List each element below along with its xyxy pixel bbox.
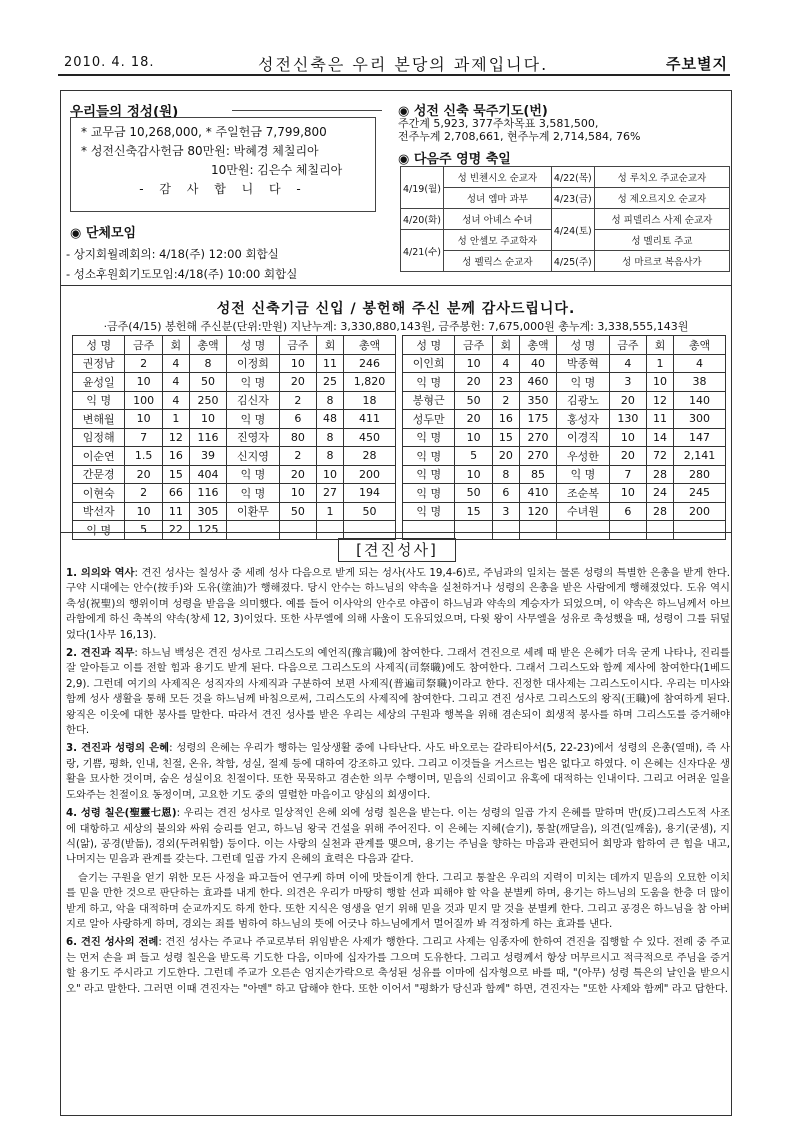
offerings-box [70, 117, 376, 212]
donor-cell: 460 [519, 373, 556, 392]
rosary-title-text: 성전 신축 묵주기도(번) [413, 104, 548, 119]
fund-summary: ·금주(4/15) 봉헌해 주신분(단위:만원) 지난누계: 3,330,880,143원, 금주봉헌: 7,675,000원 총누계: 3,338,555,143원 [103, 320, 689, 333]
donor-cell: 66 [162, 484, 189, 503]
donor-cell: 38 [674, 373, 726, 392]
saint-date: 4/24(토) [551, 209, 594, 251]
donor-cell: 익 명 [227, 373, 279, 392]
donor-cell: 성두만 [403, 410, 455, 429]
donor-cell: 80 [279, 428, 316, 447]
donor-cell: 194 [344, 484, 396, 503]
col-header: 총액 [189, 336, 226, 355]
donor-cell: 홍성자 [557, 410, 609, 429]
group-item: - 상지회월례회의: 4/18(주) 12:00 회합실 [66, 247, 279, 261]
donor-cell: 윤성일 [73, 373, 125, 392]
donor-cell: 12 [647, 391, 674, 410]
saints-row [401, 209, 730, 230]
donor-cell: 120 [519, 502, 556, 521]
paragraph-heading: 1. 의의와 역사 [66, 567, 135, 579]
donor-row [403, 354, 726, 373]
donor-cell: 10 [125, 410, 162, 429]
col-header: 금주 [609, 336, 646, 355]
donor-cell: 5 [125, 521, 162, 540]
donor-cell: 50 [455, 484, 492, 503]
donor-cell: 박종혁 [557, 354, 609, 373]
donor-table-right [402, 335, 726, 540]
saints-row [401, 167, 730, 188]
donor-cell: 익 명 [403, 484, 455, 503]
donor-cell: 200 [674, 502, 726, 521]
donor-cell: 3 [492, 502, 519, 521]
donor-cell: 익 명 [227, 465, 279, 484]
donor-cell: 50 [344, 502, 396, 521]
col-header: 회 [492, 336, 519, 355]
donor-cell [674, 521, 726, 540]
donor-cell: 270 [519, 428, 556, 447]
donor-cell: 39 [189, 447, 226, 466]
donor-cell: 8 [492, 465, 519, 484]
section-divider [60, 285, 732, 286]
donor-cell: 28 [344, 447, 396, 466]
donor-row [73, 502, 396, 521]
paragraph-heading: 2. 견진과 직무 [66, 647, 135, 660]
donor-cell: 175 [519, 410, 556, 429]
rosary-stats [398, 117, 640, 143]
donor-cell: 140 [674, 391, 726, 410]
donor-cell: 280 [674, 465, 726, 484]
donor-cell: 봉형근 [403, 391, 455, 410]
offerings-title: 우리들의 정성(원) [70, 104, 179, 120]
donor-cell: 250 [189, 391, 226, 410]
donor-cell: 1 [647, 354, 674, 373]
donor-cell [492, 521, 519, 540]
donor-cell: 300 [674, 410, 726, 429]
donor-cell: 진영자 [227, 428, 279, 447]
donor-cell [647, 521, 674, 540]
donor-cell: 7 [609, 465, 646, 484]
donor-cell: 20 [279, 373, 316, 392]
donor-cell: 익 명 [227, 410, 279, 429]
donor-row [403, 521, 726, 540]
donor-cell: 28 [647, 465, 674, 484]
saints-row [401, 188, 730, 209]
donor-cell [557, 521, 609, 540]
paragraph-text: : 견진 성사는 칠성사 중 세례 성사 다음으로 받게 되는 성사(사도 19,4-6)로, 주님과의 일치는 물론 성령의 특별한 은총을 받게 한다. 구약 시대에는 안수(按手)와 도유(塗油)가 행해졌다. 당시 안수는 하느님의 약속을 실천하거나 성령의 은총을 받은 사람에게 행해졌었다. 도유 역시 축성(祝聖)의 행위이며 성령을 받음을 의미했다. 예를 들어 이사악의 안수로 야곱이 하느님과 약속의 계승자가 되었으며, 이 약속은 하느님께서 아브라함에게 하신 축복의 약속(창세 12, 3)이었다. 또한 사무엘에 의해 사울이 도유되었으며, 다윗 왕이 사무엘을 성유로 축성했을 때, 성령이 그를 뒤덮었다(1사무 16,13). [66, 567, 731, 641]
donor-cell: 305 [189, 502, 226, 521]
saint-name: 성 안셀모 주교학자 [443, 230, 551, 251]
donor-cell: 10 [455, 428, 492, 447]
donor-cell: 28 [647, 502, 674, 521]
donor-cell: 익 명 [403, 428, 455, 447]
saint-name: 성 펠릭스 순교자 [443, 251, 551, 272]
saints-title: ◉ 다음주 영명 축일 [398, 152, 511, 167]
donor-cell: 130 [609, 410, 646, 429]
donor-cell: 2 [125, 484, 162, 503]
offerings-line-2: * 성전신축감사헌금 80만원: 박혜경 체칠리아 [81, 144, 319, 158]
donor-cell: 10 [455, 465, 492, 484]
donor-row [73, 410, 396, 429]
donor-cell: 이현숙 [73, 484, 125, 503]
donor-cell: 권정남 [73, 354, 125, 373]
donor-cell: 270 [519, 447, 556, 466]
saint-date: 4/25(주) [551, 251, 594, 272]
donor-cell: 이인희 [403, 354, 455, 373]
donor-cell: 147 [674, 428, 726, 447]
col-header: 성 명 [227, 336, 279, 355]
donor-table-left [72, 335, 396, 540]
donor-cell: 우성한 [557, 447, 609, 466]
donor-cell: 16 [162, 447, 189, 466]
donor-cell [455, 521, 492, 540]
donor-cell: 익 명 [403, 447, 455, 466]
donor-cell: 4 [674, 354, 726, 373]
saint-name: 성 제오르지오 순교자 [594, 188, 729, 209]
donor-cell: 125 [189, 521, 226, 540]
donor-cell: 24 [647, 484, 674, 503]
group-item: - 성소후원회기도모임:4/18(주) 10:00 회합실 [66, 267, 298, 281]
saints-title-text: 다음주 영명 축일 [413, 152, 511, 167]
donor-cell: 85 [519, 465, 556, 484]
donor-row [73, 354, 396, 373]
donor-cell: 14 [647, 428, 674, 447]
saint-date: 4/22(목) [551, 167, 594, 188]
col-header: 회 [647, 336, 674, 355]
donor-cell: 익 명 [403, 465, 455, 484]
fund-title: 성전 신축기금 신입 / 봉헌해 주신 분께 감사드립니다. [216, 301, 576, 317]
donor-cell: 8 [317, 391, 344, 410]
article-paragraph [66, 806, 730, 868]
donor-cell: 245 [674, 484, 726, 503]
saint-date: 4/21(수) [401, 230, 444, 272]
saint-name: 성 마르코 복음사가 [594, 251, 729, 272]
donor-cell: 8 [189, 354, 226, 373]
groups-title: ◉ 단체모임 [70, 226, 137, 241]
paragraph-heading: 6. 견진 성사의 전례 [66, 936, 159, 949]
donor-cell: 200 [344, 465, 396, 484]
article-paragraph [66, 566, 730, 643]
donor-row [73, 447, 396, 466]
donor-cell: 2 [279, 447, 316, 466]
donor-cell: 450 [344, 428, 396, 447]
donor-cell: 246 [344, 354, 396, 373]
donor-row [73, 373, 396, 392]
donor-cell: 익 명 [403, 373, 455, 392]
donor-row [73, 521, 396, 540]
donor-cell: 이경직 [557, 428, 609, 447]
donor-cell: 25 [317, 373, 344, 392]
donor-cell: 350 [519, 391, 556, 410]
donor-cell: 6 [492, 484, 519, 503]
donor-cell: 조순복 [557, 484, 609, 503]
header-slogan: 성전신축은 우리 본당의 과제입니다. [258, 55, 549, 74]
donor-row [73, 465, 396, 484]
donor-cell [317, 521, 344, 540]
issue-date: 2010. 4. 18. [64, 55, 155, 70]
donor-cell: 익 명 [227, 484, 279, 503]
donor-cell: 김신자 [227, 391, 279, 410]
saint-name: 성 빈첸시오 순교자 [443, 167, 551, 188]
donor-cell: 100 [125, 391, 162, 410]
donor-cell: 변해월 [73, 410, 125, 429]
saint-date: 4/23(금) [551, 188, 594, 209]
donor-cell [609, 521, 646, 540]
donor-row [403, 484, 726, 503]
donor-cell: 116 [189, 428, 226, 447]
donor-cell: 72 [647, 447, 674, 466]
col-header: 회 [317, 336, 344, 355]
saints-table [400, 166, 730, 272]
saint-name: 성 루치오 주교순교자 [594, 167, 729, 188]
saint-name: 성녀 아녜스 수녀 [443, 209, 551, 230]
paragraph-heading: 4. 성령 칠은(聖靈七恩) [66, 807, 177, 820]
donor-cell: 18 [344, 391, 396, 410]
donor-cell [227, 521, 279, 540]
article-title: [견진성사] [338, 538, 456, 562]
donor-cell: 1,820 [344, 373, 396, 392]
donor-cell: 20 [455, 373, 492, 392]
donor-cell: 410 [519, 484, 556, 503]
donor-cell: 20 [492, 447, 519, 466]
saint-name: 성녀 엠마 과부 [443, 188, 551, 209]
donor-cell: 6 [609, 502, 646, 521]
article-body [66, 566, 730, 1000]
donor-cell: 8 [317, 428, 344, 447]
saint-name: 성 멜리토 주교 [594, 230, 729, 251]
donor-row [73, 484, 396, 503]
donor-cell [403, 521, 455, 540]
donor-cell: 50 [279, 502, 316, 521]
paragraph-text: : 견진 성사는 주교나 주교로부터 위임받은 사제가 행한다. 그리고 사제는 임종자에 한하여 견진을 집행할 수 있다. 전례 중 주교는 먼저 손을 펴 들고 성령 칠은을 받도록 기도한 다음, 이마에 십자가를 그으며 도유한다. 그리고 성령께서 항상 머무르시고 적극적으로 주님을 증거할 용기도 주시라고 기도한다. 그런데 주교가 오른손 엄지손가락으로 축성된 성유를 이마에 십자형으로 바를 때, "(아무) 성령 특은의 날인을 받으시오" 라고 말한다. 그러면 이때 견진자는 "아멘" 하고 답해야 한다. 또한 이어서 "평화가 당신과 함께" 하면, 견진자는 "또한 사제와 함께" 라고 답한다. [66, 936, 730, 995]
col-header: 성 명 [557, 336, 609, 355]
donor-cell: 2,141 [674, 447, 726, 466]
donor-row [403, 502, 726, 521]
col-header: 회 [162, 336, 189, 355]
page-header [58, 52, 730, 76]
donor-cell: 3 [609, 373, 646, 392]
donor-cell: 수녀원 [557, 502, 609, 521]
donor-cell: 10 [279, 354, 316, 373]
donor-cell: 10 [125, 373, 162, 392]
donor-cell: 16 [492, 410, 519, 429]
donor-row [403, 391, 726, 410]
donor-cell [519, 521, 556, 540]
section-divider [60, 532, 732, 533]
offerings-thanks: - 감 사 합 니 다 - [139, 182, 307, 196]
donor-cell: 20 [279, 465, 316, 484]
donor-cell: 6 [279, 410, 316, 429]
donor-cell: 4 [609, 354, 646, 373]
offerings-line-3: 10만원: 김은수 체칠리아 [211, 163, 343, 177]
donor-row [403, 410, 726, 429]
bulletin-tag: 주보별지 [666, 55, 728, 73]
rosary-line-2: 전주누계 2,708,661, 현주누계 2,714,584, 76% [398, 130, 641, 143]
donor-cell: 50 [189, 373, 226, 392]
saint-name: 성 피델리스 사제 순교자 [594, 209, 729, 230]
col-header: 금주 [279, 336, 316, 355]
donor-cell [344, 521, 396, 540]
donor-row [403, 373, 726, 392]
donor-row [403, 447, 726, 466]
donor-cell: 10 [455, 354, 492, 373]
donor-header-row [403, 336, 726, 355]
donor-cell: 10 [609, 428, 646, 447]
donor-cell: 임정해 [73, 428, 125, 447]
donor-cell: 7 [125, 428, 162, 447]
saint-date: 4/20(화) [401, 209, 444, 230]
donor-cell: 11 [317, 354, 344, 373]
donor-cell: 4 [492, 354, 519, 373]
donor-cell: 22 [162, 521, 189, 540]
donor-cell: 김광노 [557, 391, 609, 410]
paragraph-text: : 성령의 은혜는 우리가 행하는 일상생활 중에 나타난다. 사도 바오로는 갈라티아서(5, 22-23)에서 성령의 은총(열매), 즉 사랑, 기쁨, 평화, 인내, 친절, 온유, 착함, 성실, 절제 등에 대하여 강조하고 있다. 그리고 이것들을 거스르는 법은 없다고 하였다. 이 은혜는 신자다운 생활을 묘사한 것이며, 숨은 성실이요 친절이다. 또한 묵묵하고 겸손한 의무 수행이며, 믿음의 신뢰이고 유혹에 대적하는 인내이다. 그리고 어려운 일을 도와주는 친절이요 동정이며, 고요한 기도 중의 열렬한 마음이고 양심의 희생이다. [66, 742, 730, 801]
article-paragraph [66, 646, 730, 738]
donor-row [403, 428, 726, 447]
donor-cell: 20 [609, 391, 646, 410]
donor-cell: 2 [279, 391, 316, 410]
donor-cell: 1 [162, 410, 189, 429]
col-header: 성 명 [403, 336, 455, 355]
donor-cell: 이순연 [73, 447, 125, 466]
donor-cell: 간문경 [73, 465, 125, 484]
donor-cell: 116 [189, 484, 226, 503]
donor-row [73, 391, 396, 410]
groups-title-text: 단체모임 [85, 226, 137, 241]
donor-cell: 4 [162, 354, 189, 373]
donor-cell: 익 명 [403, 502, 455, 521]
donor-cell: 1.5 [125, 447, 162, 466]
donor-cell [279, 521, 316, 540]
donor-cell: 20 [125, 465, 162, 484]
donor-header-row [73, 336, 396, 355]
paragraph-heading: 3. 견진과 성령의 은혜 [66, 742, 170, 755]
offerings-title-rule [232, 110, 382, 111]
donor-cell: 2 [125, 354, 162, 373]
article-paragraph [66, 935, 730, 997]
donor-cell: 11 [162, 502, 189, 521]
donor-cell: 신지영 [227, 447, 279, 466]
donor-cell: 411 [344, 410, 396, 429]
donor-cell: 40 [519, 354, 556, 373]
saints-row [401, 251, 730, 272]
donor-cell: 10 [125, 502, 162, 521]
col-header: 총액 [344, 336, 396, 355]
donor-cell: 10 [189, 410, 226, 429]
col-header: 금주 [455, 336, 492, 355]
donor-cell: 5 [455, 447, 492, 466]
donor-cell: 12 [162, 428, 189, 447]
donor-cell: 27 [317, 484, 344, 503]
donor-cell: 15 [162, 465, 189, 484]
donor-row [73, 428, 396, 447]
donor-cell: 11 [647, 410, 674, 429]
donor-cell: 이정희 [227, 354, 279, 373]
groups-list [66, 244, 297, 284]
donor-cell: 10 [279, 484, 316, 503]
donor-cell: 23 [492, 373, 519, 392]
rosary-title: ◉ 성전 신축 묵주기도(번) [398, 104, 548, 119]
donor-cell: 48 [317, 410, 344, 429]
donor-cell: 8 [317, 447, 344, 466]
paragraph-text: : 우리는 견진 성사로 일상적인 은혜 외에 성령 칠은을 받는다. 이는 성령의 일곱 가지 은혜를 말하며 반(反)그리스도적 사조에 대항하고 세상의 불의와 싸워 승리를 얻고, 하느님 왕국 건설을 위해 주어진다. 이 은혜는 지혜(슬기), 통찰(깨달음), 의견(일깨움), 용기(굳셈), 지식(앎), 공경(받듦), 경외(두려워함) 등이다. 이는 사랑의 실천과 관계를 맺으며, 용기는 주님을 향하는 마음과 관련되어 희망과 합하여 큰 힘을 내고, 나머지는 믿음과 관계를 갖는다. 그런데 일곱 가지 은혜의 효력은 다음과 같다. [66, 807, 730, 866]
donor-cell: 404 [189, 465, 226, 484]
donor-cell: 2 [492, 391, 519, 410]
saint-date: 4/19(월) [401, 167, 444, 209]
article-paragraph: 슬기는 구원을 얻기 위한 모든 사정을 파고들어 연구케 하며 이에 맛들이게 한다. 그리고 통찰은 우리의 지력이 미치는 데까지 믿음의 오묘한 이치를 믿을 만한 것으로 판단하는 효과를 내게 한다. 의견은 우리가 마땅히 행할 선과 피해야 할 악을 분별케 하며, 용기는 하느님의 도움을 한층 더 많이 받게 하고, 악을 대적하며 순교까지도 하게 한다. 또한 지식은 영생을 얻기 위해 믿을 것과 믿지 말 것을 분별케 한다. 그리고 공경은 하느님을 참 아버지로 알아 사랑하게 하며, 경외는 죄를 범하여 하느님의 뜻에 어긋나 하느님에게서 멀어질까 봐 걱정하게 하는 효과를 낸다. [66, 871, 730, 930]
donor-cell: 박선자 [73, 502, 125, 521]
donor-cell: 익 명 [557, 373, 609, 392]
donor-cell: 50 [455, 391, 492, 410]
donor-cell: 4 [162, 391, 189, 410]
article-paragraph [66, 741, 730, 803]
donor-cell: 10 [647, 373, 674, 392]
donor-cell: 15 [455, 502, 492, 521]
col-header: 성 명 [73, 336, 125, 355]
col-header: 총액 [519, 336, 556, 355]
col-header: 금주 [125, 336, 162, 355]
donor-cell: 익 명 [73, 521, 125, 540]
donor-cell: 10 [317, 465, 344, 484]
donor-cell: 15 [492, 428, 519, 447]
paragraph-text: : 하느님 백성은 견진 성사로 그리스도의 예언직(豫言職)에 참여한다. 그래서 견진으로 세례 때 받은 은혜가 더욱 굳게 나타나, 진리를 잘 알아듣고 이를 전할 힘과 용기도 받게 된다. 다음으로 그리스도의 사제직(司祭職)에도 참여한다. 그래서 그리스도와 함께 제사에 참여한다(1베드 2,9). 그런데 여기의 사제직은 성직자의 사제직과 구분하여 보편 사제직(普遍司祭職)이라고 한다. 진정한 대사제는 그리스도이시다. 우리는 미사와 함께 성사 생활을 통해 모든 것을 하느님께 바침으로써, 그리스도의 사제직에 참여한다. 그리고 견진 성사로 그리스도의 왕직(王職)에 참여하게 된다. 왕직은 이웃에 대한 봉사를 말한다. 따라서 견진 성사를 받은 우리는 세상의 구원과 행복을 위해 겸손되이 희생적 봉사를 하며 그리스도를 증거해야 한다. [66, 647, 730, 737]
donor-cell: 10 [609, 484, 646, 503]
donor-cell: 익 명 [73, 391, 125, 410]
offerings-line-1: * 교무금 10,268,000, * 주일헌금 7,799,800 [81, 125, 327, 139]
donor-cell: 20 [455, 410, 492, 429]
donor-cell: 익 명 [557, 465, 609, 484]
donor-cell: 4 [162, 373, 189, 392]
rosary-line-1: 주간계 5,923, 377주차목표 3,581,500, [398, 117, 599, 130]
col-header: 총액 [674, 336, 726, 355]
donor-cell: 이환무 [227, 502, 279, 521]
donor-cell: 20 [609, 447, 646, 466]
donor-row [403, 465, 726, 484]
donor-cell: 1 [317, 502, 344, 521]
